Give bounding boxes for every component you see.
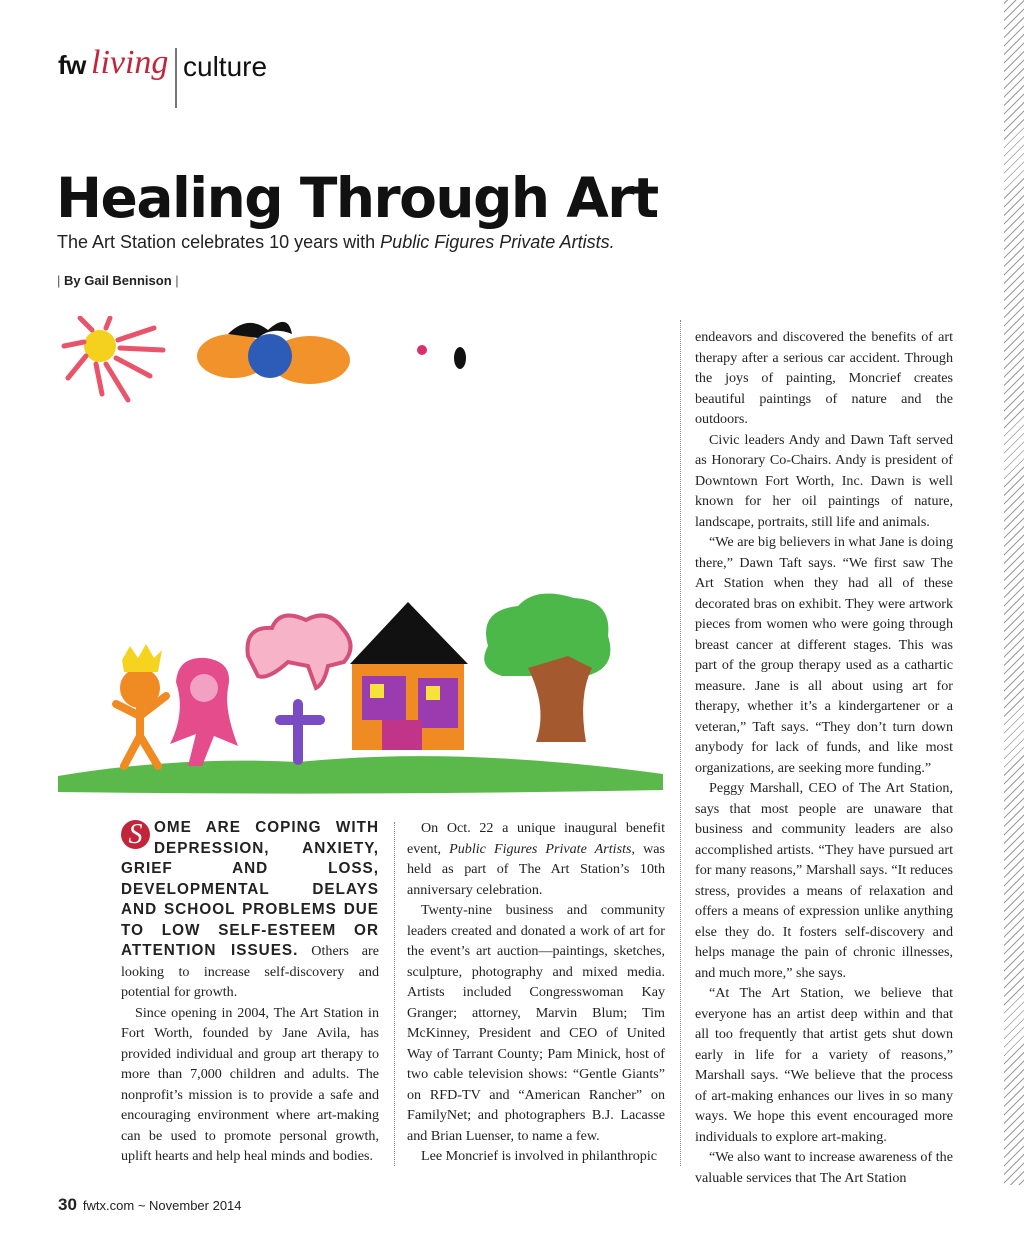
- house-drawing: [350, 602, 468, 750]
- issue-info: fwtx.com ~ November 2014: [82, 1198, 242, 1213]
- subtitle-text: The Art Station celebrates 10 years with: [57, 232, 381, 252]
- body-paragraph: endeavors and discovered the benefits of art therapy after a serious car accident. Through the joys of painting, Moncrief creates beautiful paintings of nature and the outdoors.: [695, 329, 953, 427]
- paint-dot: [417, 345, 427, 355]
- lead-paragraph-rest: Others are looking to increase self-discovery and potential for growth.: [121, 943, 379, 1000]
- orange-figure-drawing: [116, 672, 166, 766]
- grass-drawing: [58, 756, 663, 793]
- lead-paragraph: [121, 818, 379, 1003]
- article-column-3: [695, 327, 953, 1188]
- section-label: culture: [183, 51, 268, 82]
- column-rule: [680, 320, 681, 1166]
- body-paragraph: “At The Art Station, we believe that everyone has an artist deep within and that all too frequently that artist gets shut down early in life for a variety of reasons,” Marshall says. “We believe that the process of art-making enhances our lives in so many ways. We hope this event encouraged more individuals to explore art-making.: [695, 985, 953, 1145]
- byline-author: By Gail Bennison: [64, 273, 172, 288]
- body-paragraph: Civic leaders Andy and Dawn Taft served as Honorary Co-Chairs. Andy is president of Downtown Fort Worth, Inc. Dawn is well known for her oil paintings of nature, landscape, portraits, still life and animals.: [695, 431, 953, 530]
- page-edge-hatch: [1004, 0, 1024, 1185]
- body-paragraph: “We also want to increase awareness of the valuable services that The Art Station: [695, 1149, 953, 1186]
- butterfly-drawing: [197, 322, 350, 384]
- event-name: Public Figures Private Artists: [449, 840, 632, 857]
- pink-tree-drawing: [248, 616, 351, 689]
- article-title: Healing Through Art: [56, 166, 658, 230]
- body-paragraph: Since opening in 2004, The Art Station in Fort Worth, founded by Jane Avila, has provided individual and group art therapy to more than 7,000 children and adults. The nonprofit’s mission is to provide a safe and encouraging environment where art-making can be used to promote personal growth, uplift hearts and help heal minds and bodies.: [121, 1004, 379, 1164]
- column-rule: [394, 822, 395, 1166]
- body-paragraph: Twenty-nine business and community leaders created and donated a work of art for the event’s art auction—paintings, sketches, sculpture, photography and mixed media. Artists included Congresswoman Kay Granger; attorney, Marvin Blum; Tim McKinney, President and CEO of United Way of Tarrant County; Pam Minick, host of two cable television shows: “Gentle Giants” on RFD-TV and “American Rancher” on FamilyNet; and photographers B.J. Lacasse and Brian Luenser, to name a few.: [407, 902, 665, 1144]
- paragraph-text: On Oct. 22 a unique inaugural benefit event,: [407, 820, 665, 857]
- article-subtitle: [57, 232, 615, 253]
- paint-dot: [454, 347, 466, 369]
- body-paragraph: “We are big believers in what Jane is doing there,” Dawn Taft says. “We first saw The Art Station when they had all of these decorated bras on exhibit. They were artwork pieces from women who were going through breast cancer at different stages. This was part of the group therapy used as a cathartic measure. Jane is all about using art for therapy, whether it’s a kindergartener or a veteran,” Taft says. “They don’t turn down anybody for lack of funds, and like most organizations, are seeking more funding.”: [695, 534, 953, 776]
- paragraph-text: , was held as part of The Art Station’s 10th anniversary celebration.: [407, 840, 665, 898]
- article-column-2: [407, 818, 665, 1167]
- section-divider: [175, 48, 177, 108]
- sun-drawing: [64, 318, 163, 400]
- subtitle-emphasis: Public Figures Private Artists.: [380, 232, 615, 252]
- childrens-drawing-illustration: [58, 316, 663, 796]
- body-paragraph: [407, 818, 665, 900]
- brand-fw: fw: [58, 50, 86, 80]
- page-footer: [58, 1195, 242, 1215]
- page-number: 30: [58, 1195, 77, 1214]
- purple-cross-drawing: [280, 704, 320, 760]
- drop-cap: S: [121, 820, 150, 849]
- byline: | By Gail Bennison |: [57, 273, 179, 288]
- body-paragraph: Peggy Marshall, CEO of The Art Station, says that most people are unaware that business and community leaders are also accomplished artists. “They have pursued art for many reasons,” Marshall says. “It reduces stress, provides a means of relaxation and offers a means of expression unlike anything else they do. It fosters self-discovery and helps manage the pain of chronic illnesses, and much more,” she says.: [695, 780, 953, 981]
- brand-living: living: [91, 44, 169, 81]
- tree-drawing: [484, 594, 610, 743]
- article-column-1: [121, 818, 379, 1167]
- body-paragraph: Lee Moncrief is involved in philanthropic: [421, 1148, 658, 1164]
- figure-hair: [122, 644, 162, 672]
- lead-in-text: OME ARE COPING WITH DEPRESSION, ANXIETY, GRIEF AND LOSS, DEVELOPMENTAL DELAYS AND SCHOOL PROBLEMS DUE TO LOW SELF-ESTEEM OR ATTENTION ISSUES.: [121, 819, 379, 959]
- pink-figure-drawing: [170, 658, 238, 766]
